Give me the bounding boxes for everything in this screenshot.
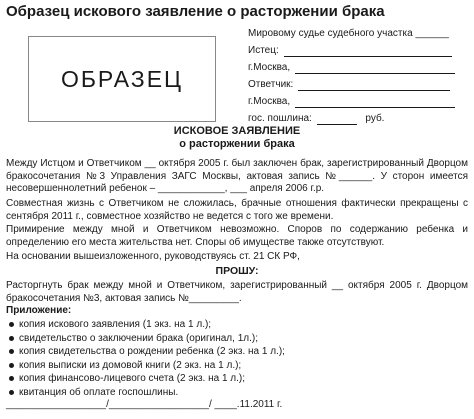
- plaintiff-line: [248, 45, 452, 57]
- bullet-icon: [9, 336, 14, 341]
- request-title: ПРОШУ:: [215, 265, 259, 277]
- list-item: квитанция об оплате госпошлины.: [6, 386, 285, 400]
- annex-title: Приложение:: [6, 305, 72, 316]
- defendant-line: [248, 79, 450, 91]
- defendant-blank: [298, 80, 450, 91]
- plaintiff-address-blank: [295, 63, 455, 74]
- page-title: Образец искового заявление о расторжении брака: [6, 3, 385, 20]
- fee-unit: руб.: [365, 113, 385, 124]
- court-line: [248, 28, 449, 40]
- paragraph-marriage: Между Истцом и Ответчиком __ октября 2005 г. был заключен брак, зарегистрированный Дворцом бракосочетания №3 Управления ЗАГС Москвы, актовая запись №______. У сторон имеется несовершеннолетний ребенок – ____________, ___ апреля 2006 г.р.: [6, 158, 468, 194]
- fee-label: гос. пошлина:: [248, 113, 312, 124]
- list-item: копия свидетельства о рождении ребенка (2 экз. на 1 л.);: [6, 345, 285, 359]
- fee-blank: [317, 114, 357, 125]
- plaintiff-blank: [284, 46, 452, 57]
- sample-label: ОБРАЗЕЦ: [60, 65, 184, 92]
- defendant-address-blank: [295, 97, 455, 108]
- list-item: копия выписки из домовой книги (2 экз. на 1 л.);: [6, 359, 285, 373]
- defendant-city: г.Москва,: [248, 96, 291, 107]
- list-item: копия искового заявления (1 экз. на 1 л.);: [6, 318, 285, 332]
- bullet-icon: [9, 349, 14, 354]
- sample-stamp: [28, 36, 216, 122]
- list-item: копия финансово-лицевого счета (2 экз. на 1 л.);: [6, 372, 285, 386]
- plaintiff-city: г.Москва,: [248, 62, 291, 73]
- list-item: свидетельство о заключении брака (оригинал, 1л.);: [6, 332, 285, 346]
- paragraph-legal-basis: На основании вышеизложенного, руководствуясь ст. 21 СК РФ,: [6, 251, 300, 262]
- claim-title: ИСКОВОЕ ЗАЯВЛЕНИЕ: [173, 125, 301, 137]
- fee-line: [248, 113, 384, 125]
- plaintiff-city-line: [248, 62, 455, 74]
- annex-list: [6, 318, 285, 400]
- defendant-city-line: [248, 96, 455, 108]
- paragraph-reconciliation: Примирение между мной и Ответчиком невозможно. Споров по содержанию ребенка и определению его места жительства нет. Споры об имуществе также отсутствуют.: [6, 224, 468, 248]
- signature-line: __________________/__________________/ ____.11.2011 г.: [6, 399, 283, 410]
- claim-subtitle: о расторжении брака: [179, 138, 295, 150]
- plaintiff-label: Истец:: [248, 45, 279, 56]
- bullet-icon: [9, 322, 14, 327]
- bullet-icon: [9, 363, 14, 368]
- bullet-icon: [9, 390, 14, 395]
- court-label: Мировому судье судебного участка: [248, 28, 413, 39]
- request-text: Расторгнуть брак между мной и Ответчиком, зарегистрированный __ октября 2005 г. Дворцом бракосочетания №3, актовая запись №_________.: [6, 280, 468, 304]
- court-number-blank: ______: [415, 28, 449, 39]
- paragraph-separation: Совместная жизнь с Ответчиком не сложилась, брачные отношения фактически прекращены с сентября 2011 г., совместное хозяйство не ведется с того же времени.: [6, 198, 468, 222]
- bullet-icon: [9, 376, 14, 381]
- defendant-label: Ответчик:: [248, 79, 294, 90]
